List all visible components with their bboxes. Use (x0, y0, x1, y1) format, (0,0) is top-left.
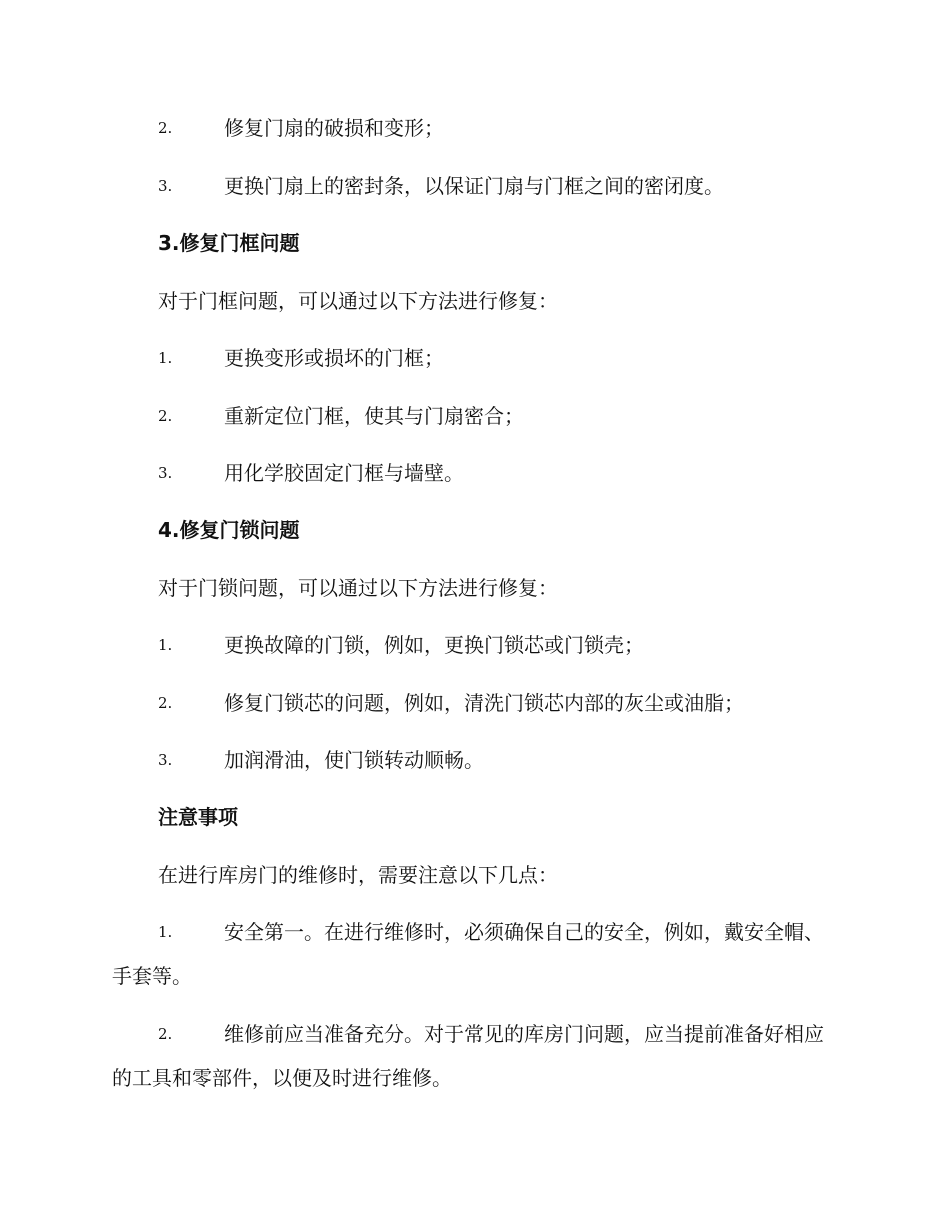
list-text: 加润滑油，使门锁转动顺畅。 (224, 748, 484, 772)
list-item (158, 106, 848, 150)
section-intro: 对于门锁问题，可以通过以下方法进行修复： (158, 576, 558, 600)
list-text: 更换变形或损坏的门框； (224, 346, 444, 370)
section-heading: 4.修复门锁问题 (158, 518, 300, 542)
list-text: 用化学胶固定门框与墙壁。 (224, 461, 464, 485)
list-item (158, 623, 848, 667)
list-text: 修复门扇的破损和变形； (224, 116, 444, 140)
list-text: 重新定位门框，使其与门扇密合； (224, 404, 524, 428)
list-text: 维修前应当准备充分。对于常见的库房门问题，应当提前准备好相应的工具和零部件，以便及时进行维修。 (112, 1022, 824, 1090)
list-number: 2. (158, 119, 173, 137)
list-number: 2. (158, 407, 173, 425)
list-item (112, 1012, 838, 1100)
list-item (158, 451, 848, 495)
section-heading: 注意事项 (158, 805, 238, 829)
section-intro: 在进行库房门的维修时，需要注意以下几点： (158, 863, 558, 887)
list-number: 3. (158, 177, 173, 195)
section-heading: 3.修复门框问题 (158, 231, 300, 255)
list-number: 3. (158, 464, 173, 482)
list-item (158, 681, 848, 725)
list-number: 1. (158, 923, 173, 941)
list-number: 2. (158, 694, 173, 712)
list-item (158, 394, 848, 438)
list-item (158, 738, 848, 782)
section-intro: 对于门框问题，可以通过以下方法进行修复： (158, 289, 558, 313)
list-text: 安全第一。在进行维修时，必须确保自己的安全，例如，戴安全帽、手套等。 (112, 920, 824, 988)
list-item (158, 336, 848, 380)
list-text: 更换门扇上的密封条，以保证门扇与门框之间的密闭度。 (224, 174, 724, 198)
list-number: 2. (158, 1025, 173, 1043)
list-number: 1. (158, 349, 173, 367)
list-item (112, 910, 838, 998)
list-item (158, 164, 848, 208)
list-text: 修复门锁芯的问题，例如，清洗门锁芯内部的灰尘或油脂； (224, 691, 744, 715)
list-number: 1. (158, 636, 173, 654)
list-number: 3. (158, 751, 173, 769)
list-text: 更换故障的门锁，例如，更换门锁芯或门锁壳； (224, 633, 644, 657)
